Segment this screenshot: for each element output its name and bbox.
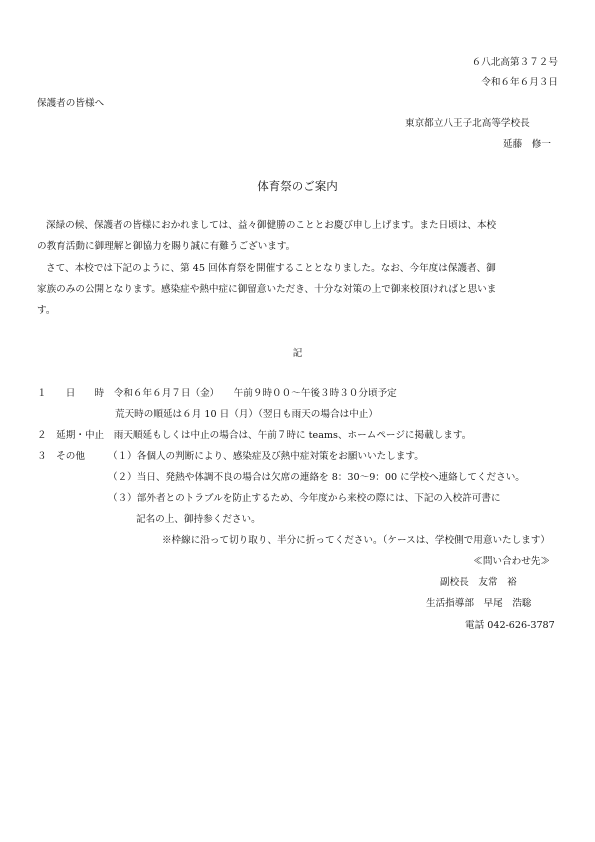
- body-p2-line2: 家族のみの公開となります。感染症や熱中症に御留意いただき、十分な対策の上で御来校頂ければと思いま: [37, 284, 497, 295]
- cutout-note: ※枠線に沿って切り取り、半分に折ってください。（ケースは、学校側で用意いたします）: [161, 535, 550, 546]
- issuer-name: 延藤 修一: [503, 139, 551, 150]
- contact-person2: 生活指導部 早尾 浩聡: [426, 598, 532, 609]
- item1-line2: 荒天時の順延は６月 10 日（月）（翌日も雨天の場合は中止）: [115, 409, 378, 420]
- item3-sub2: （２）当日、発熱や体調不良の場合は欠席の連絡を 8：30～9：00 に学校へ連絡してください。: [108, 472, 525, 483]
- body-p2-line1: さて、本校では下記のように、第 45 回体育祭を開催することとなりました。なお、今年度は保護者、御: [46, 263, 496, 274]
- ki-heading: 記: [292, 348, 303, 359]
- contact-phone: 電話 042-626-3787: [465, 620, 555, 631]
- item2: ２ 延期・中止 雨天順延もしくは中止の場合は、午前７時に teams、ホームページに掲載します。: [37, 430, 472, 441]
- contact-heading: ≪問い合わせ先≫: [473, 556, 550, 567]
- body-p1-line2: の教育活動に御理解と御協力を賜り誠に有難うございます。: [37, 241, 296, 252]
- doc-date: 令和６年６月３日: [481, 77, 558, 88]
- item3-sub1: （１）各個人の判断により、感染症及び熱中症対策をお願いいたします。: [108, 451, 424, 462]
- item3-sub3-line2: 記名の上、御持参ください。: [136, 514, 261, 525]
- body-p1-line1: 深緑の候、保護者の皆様におかれましては、益々御健勝のこととお慶び申し上げます。また日頃は、本校: [46, 220, 497, 231]
- addressee: 保護者の皆様へ: [37, 98, 105, 109]
- doc-number: ６八北高第３７２号: [471, 57, 558, 68]
- contact-person1: 副校長 友常 裕: [440, 577, 517, 588]
- item3-sub3-line1: （３）部外者とのトラブルを防止するため、今年度から来校の際には、下記の入校許可書に: [108, 493, 501, 504]
- item3-head: ３ その他: [37, 451, 85, 462]
- body-p2-line3: す。: [37, 305, 56, 316]
- issuer-org: 東京都立八王子北高等学校長: [405, 118, 530, 129]
- page-title: 体育祭のご案内: [257, 179, 338, 193]
- item1-line1: １ 日 時 令和６年６月７日（金） 午前９時００～午後３時３０分頃予定: [37, 388, 397, 399]
